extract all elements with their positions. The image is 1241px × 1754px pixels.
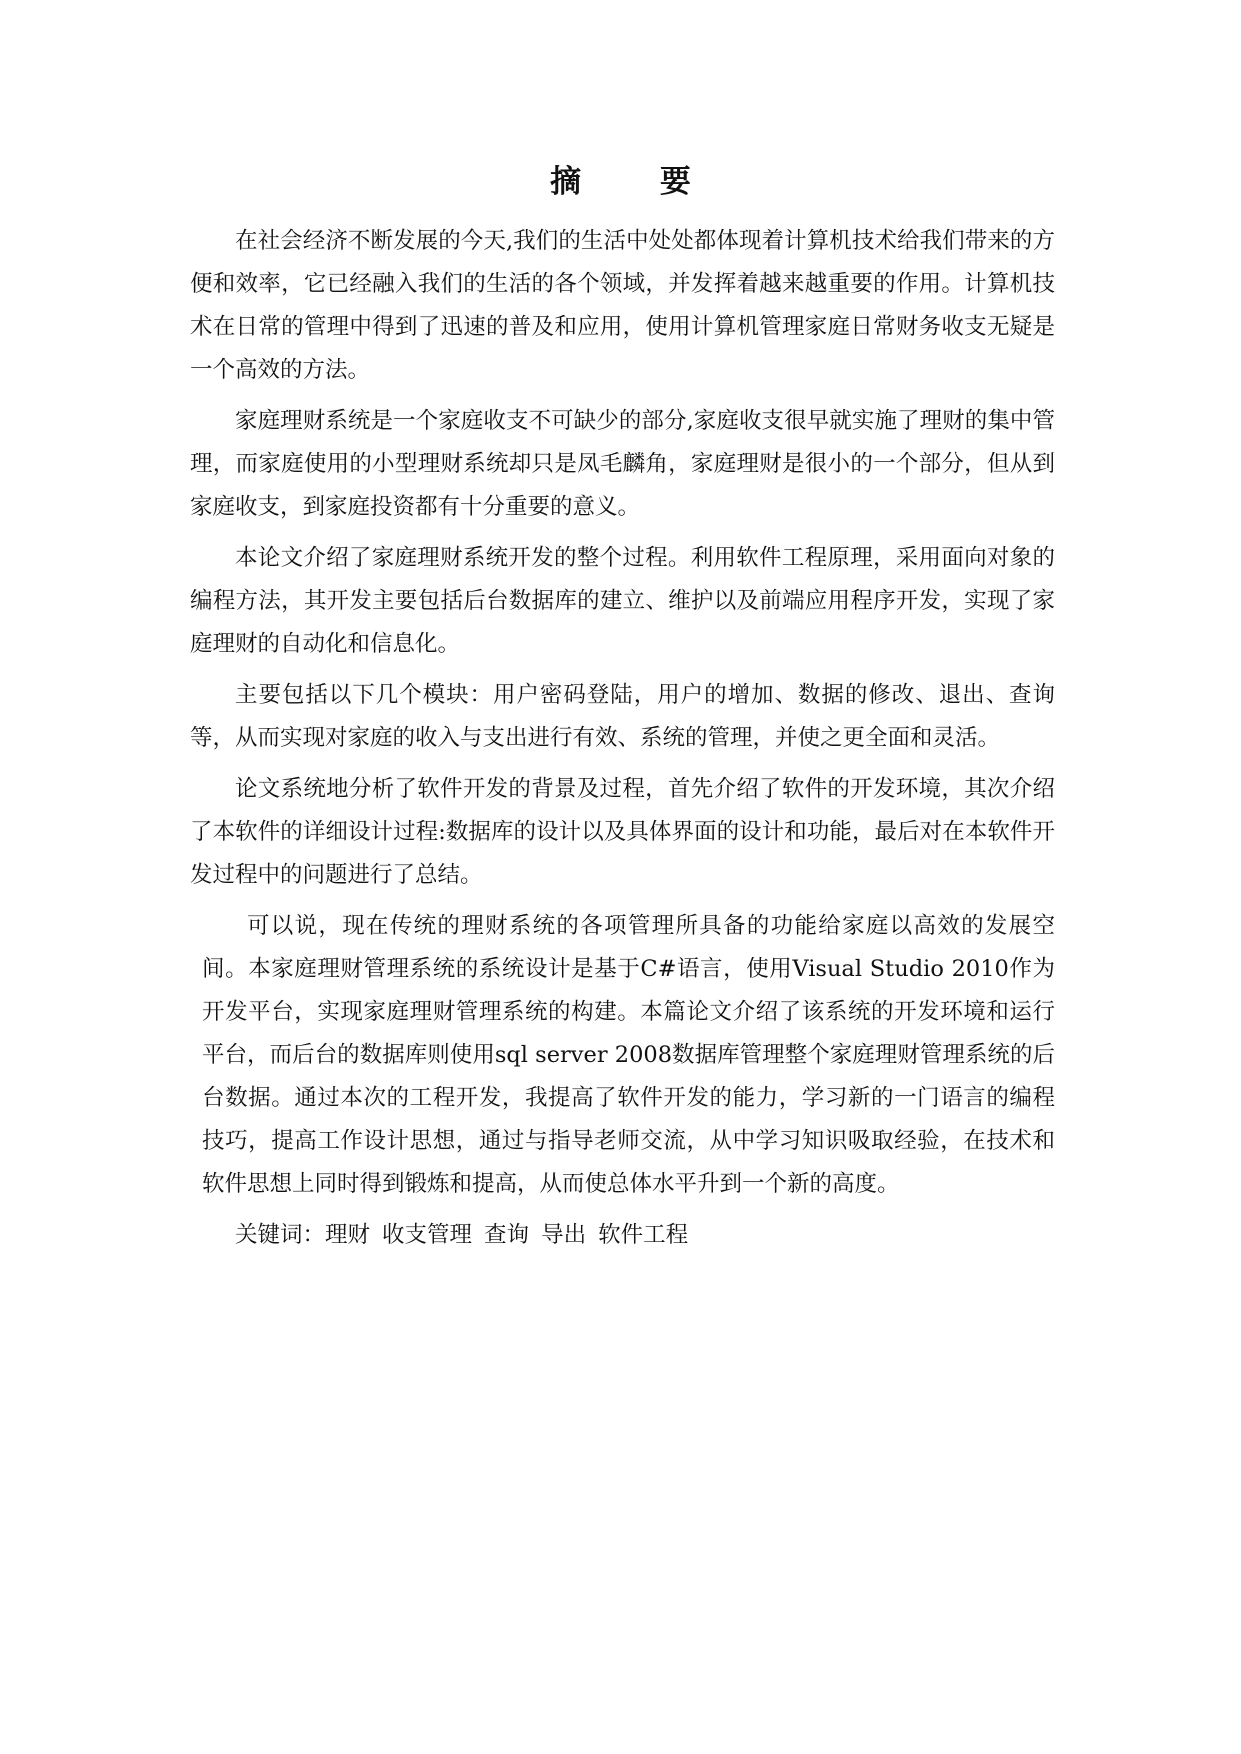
abstract-paragraph-2: 家庭理财系统是一个家庭收支不可缺少的部分,家庭收支很早就实施了理财的集中管理，而家庭使用的小型理财系统却只是凤毛麟角，家庭理财是很小的一个部分，但从到家庭收支，到家庭投资都有十分重要的意义。 <box>190 408 1055 520</box>
keyword-item: 软件工程 <box>598 1222 689 1248</box>
abstract-paragraph-5: 论文系统地分析了软件开发的背景及过程，首先介绍了软件的开发环境，其次介绍了本软件的详细设计过程:数据库的设计以及具体界面的设计和功能，最后对在本软件开发过程中的问题进行了总结。 <box>190 776 1055 888</box>
keywords-label: 关键词： <box>235 1222 326 1248</box>
keyword-item: 导出 <box>541 1222 587 1248</box>
abstract-paragraph-4: 主要包括以下几个模块：用户密码登陆，用户的增加、数据的修改、退出、查询等，从而实现对家庭的收入与支出进行有效、系统的管理，并使之更全面和灵活。 <box>190 682 1055 751</box>
keyword-item: 理财 <box>325 1222 371 1248</box>
abstract-body <box>190 220 1055 1257</box>
abstract-paragraph-1: 在社会经济不断发展的今天,我们的生活中处处都体现着计算机技术给我们带来的方便和效率，它已经融入我们的生活的各个领域，并发挥着越来越重要的作用。计算机技术在日常的管理中得到了迅速的普及和应用，使用计算机管理家庭日常财务收支无疑是一个高效的方法。 <box>190 228 1055 383</box>
abstract-paragraph-3: 本论文介绍了家庭理财系统开发的整个过程。利用软件工程原理，采用面向对象的编程方法，其开发主要包括后台数据库的建立、维护以及前端应用程序开发，实现了家庭理财的自动化和信息化。 <box>190 545 1055 657</box>
keyword-item: 收支管理 <box>382 1222 473 1248</box>
keywords-line <box>190 1214 1055 1257</box>
page-title: 摘 要 <box>550 164 725 200</box>
keyword-item: 查询 <box>484 1222 530 1248</box>
abstract-paragraph-6: 可以说，现在传统的理财系统的各项管理所具备的功能给家庭以高效的发展空间。本家庭理财管理系统的系统设计是基于C#语言，使用Visual Studio 2010作为开发平台，实现家庭理财管理系统的构建。本篇论文介绍了该系统的开发环境和运行平台，而后台的数据库则使用sql server 2008数据库管理整个家庭理财管理系统的后台数据。通过本次的工程开发，我提高了软件开发的能力，学习新的一门语言的编程技巧，提高工作设计思想，通过与指导老师交流，从中学习知识吸取经验，在技术和软件思想上同时得到锻炼和提高，从而使总体水平升到一个新的高度。 <box>202 913 1055 1197</box>
